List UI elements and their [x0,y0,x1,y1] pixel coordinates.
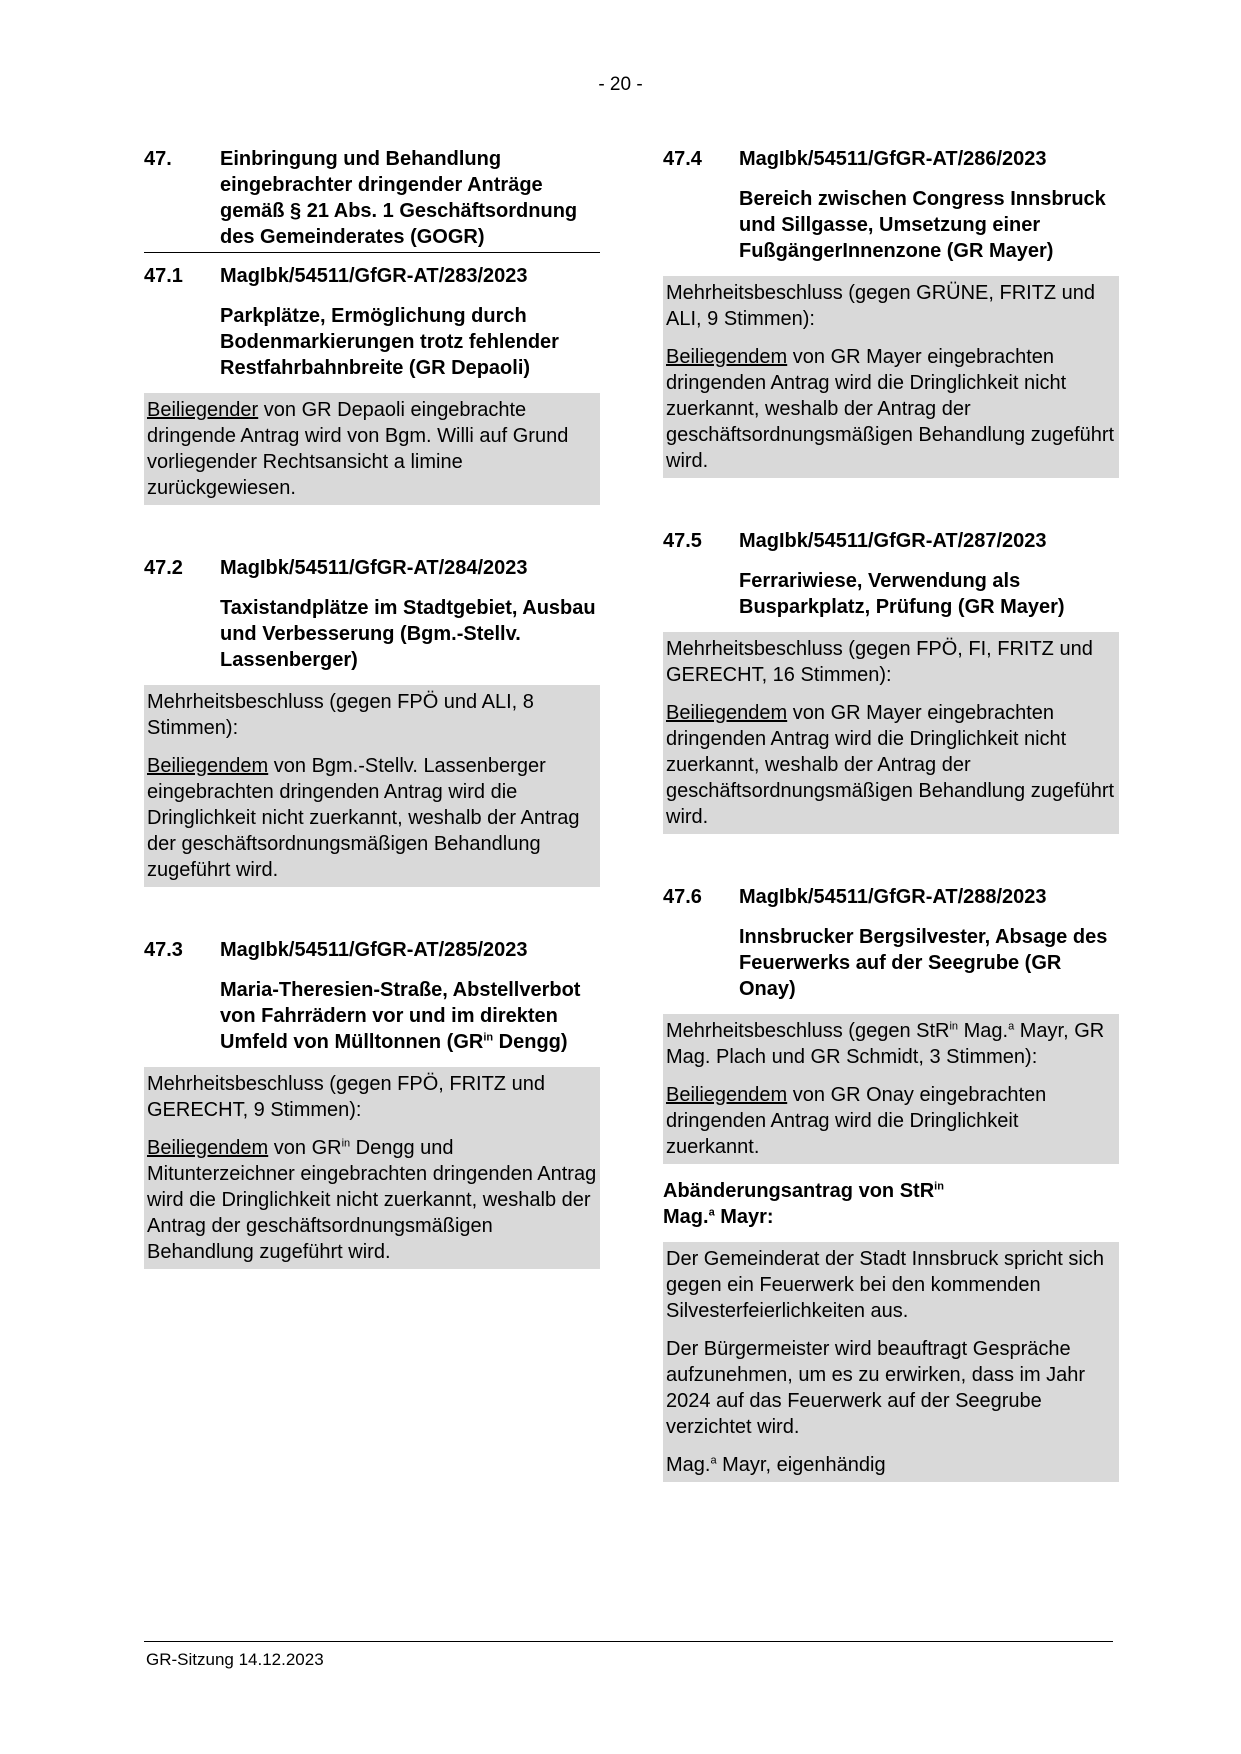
underlined-lead: Beiliegendem [666,1084,788,1106]
decision-box [663,1014,1119,1164]
decision-body: von GR Depaoli eingebrachte dringende Antrag wird von Bgm. Willi auf Grund vorliegender Rechtsansicht a limine zurückgewiesen. [147,399,569,499]
item-47-heading [144,146,600,253]
superscript: a [708,1206,715,1219]
decision-text [147,753,597,883]
decision-body: von GR Onay eingebrachten dringenden Antrag wird die Dringlichkeit zuerkannt. [666,1084,1047,1158]
amendment-paragraph-1: Der Gemeinderat der Stadt Innsbruck spricht sich gegen ein Feuerwerk bei den kommenden Silvesterfeierlichkeiten aus. [666,1248,1104,1322]
sign-b: Mayr, eigenhändig [716,1454,886,1476]
item-number: 47.2 [144,557,183,579]
vote-a: Mehrheitsbeschluss (gegen StR [666,1020,950,1042]
amendment-box [663,1242,1119,1482]
superscript: a [710,1454,717,1467]
vote-result: Mehrheitsbeschluss (gegen FPÖ und ALI, 8 Stimmen): [147,691,534,739]
item-subject: Taxistandplätze im Stadtgebiet, Ausbau und Verbesserung (Bgm.-Stellv. Lassenberger) [220,597,596,671]
vote-result [666,1018,1116,1070]
underlined-lead: Beiliegendem [666,702,788,724]
item-subject: Bereich zwischen Congress Innsbruck und Sillgasse, Umsetzung einer FußgängerInnenzone (GR Mayer) [739,188,1106,262]
underlined-lead: Beiliegendem [666,346,788,368]
item-reference: MagIbk/54511/GfGR-AT/285/2023 [220,939,528,961]
decision-text [147,397,597,501]
decision-text [666,344,1116,474]
amendment-paragraph-2: Der Bürgermeister wird beauftragt Gespräche aufzunehmen, um es zu erwirken, dass im Jahr 2024 auf das Feuerwerk auf der Seegrube verzichtet wird. [666,1338,1086,1438]
footer-divider [144,1641,1113,1642]
item-reference: MagIbk/54511/GfGR-AT/287/2023 [739,530,1047,552]
item-47-3 [144,937,600,1269]
item-reference: MagIbk/54511/GfGR-AT/288/2023 [739,886,1047,908]
decision-body-a: von GR [268,1137,342,1159]
item-subject: Ferrariwiese, Verwendung als Busparkplatz, Prüfung (GR Mayer) [739,570,1065,618]
item-reference: MagIbk/54511/GfGR-AT/286/2023 [739,148,1047,170]
subject-text: Maria-Theresien-Straße, Abstellverbot von Fahrrädern vor und im direkten Umfeld von Mülltonnen [220,979,581,1053]
vote-b: Mag. [958,1020,1009,1042]
amend-a: Abänderungsantrag von StR [663,1180,935,1202]
item-number: 47.5 [663,530,702,552]
decision-body: von Bgm.-Stellv. Lassenberger eingebrachten dringenden Antrag wird die Dringlichkeit nicht zuerkannt, weshalb der Antrag der geschäftsordnungsmäßigen Behandlung zugeführt wird. [147,755,580,881]
underlined-lead: Beiliegendem [147,755,269,777]
decision-box [144,685,600,887]
decision-text [666,1082,1116,1160]
decision-body-b: Dengg und Mitunterzeichner eingebrachten dringenden Antrag wird die Dringlichkeit nicht zuerkannt, weshalb der Antrag der geschäftsordnungsmäßigen Behandlung zugeführt wird. [147,1137,597,1263]
vote-result: Mehrheitsbeschluss (gegen FPÖ, FRITZ und GERECHT, 9 Stimmen): [147,1073,545,1121]
decision-box [663,276,1119,478]
item-number: 47.3 [144,939,183,961]
amendment-signature [666,1452,1116,1478]
item-47-2 [144,555,600,887]
superscript: in [341,1137,351,1150]
decision-body: von GR Mayer eingebrachten dringenden Antrag wird die Dringlichkeit nicht zuerkannt, weshalb der Antrag der geschäftsordnungsmäßigen Behandlung zugeführt wird. [666,346,1115,472]
item-reference: MagIbk/54511/GfGR-AT/284/2023 [220,557,528,579]
underlined-lead: Beiliegendem [147,1137,269,1159]
subject-gr: (GR [446,1031,484,1053]
item-subject: Innsbrucker Bergsilvester, Absage des Feuerwerks auf der Seegrube (GR Onay) [739,926,1108,1000]
item-47-1 [144,263,600,505]
item-number: 47.6 [663,886,702,908]
vote-result: Mehrheitsbeschluss (gegen GRÜNE, FRITZ und ALI, 9 Stimmen): [666,282,1096,330]
vote-c: Mayr, GR Mag. Plach und GR Schmidt, 3 Stimmen): [666,1020,1105,1068]
vote-result: Mehrheitsbeschluss (gegen FPÖ, FI, FRITZ und GERECHT, 16 Stimmen): [666,638,1093,686]
underlined-lead: Beiliegender [147,399,259,421]
amend-b: Mag. [663,1206,709,1228]
item-subject: Parkplätze, Ermöglichung durch Bodenmarkierungen trotz fehlender Restfahrbahnbreite (GR Depaoli) [220,305,559,379]
page-number: - 20 - [598,74,643,95]
item-number: 47.4 [663,148,702,170]
subject-end: Dengg) [493,1031,568,1053]
item-47-5 [663,528,1119,834]
item-subject [220,977,600,1055]
decision-text [147,1135,597,1265]
superscript: in [934,1180,944,1193]
item-title: Einbringung und Behandlung eingebrachter dringender Anträge gemäß § 21 Abs. 1 Geschäftsordnung des Gemeinderates (GOGR) [220,148,578,248]
item-47-6 [663,884,1119,1482]
amendment-heading [663,1178,1119,1230]
superscript: in [949,1020,959,1033]
item-number: 47.1 [144,265,183,287]
superscript: in [483,1031,494,1044]
decision-box [144,393,600,505]
item-47-4 [663,146,1119,478]
decision-box [663,632,1119,834]
superscript: a [1008,1020,1015,1033]
amend-c: Mayr: [714,1206,774,1228]
sign-a: Mag. [666,1454,711,1476]
footer-text: GR-Sitzung 14.12.2023 [146,1650,324,1669]
right-column [663,146,1119,1482]
decision-box [144,1067,600,1269]
left-column [144,146,600,1269]
item-number: 47. [144,148,172,170]
decision-body: von GR Mayer eingebrachten dringenden Antrag wird die Dringlichkeit nicht zuerkannt, weshalb der Antrag der geschäftsordnungsmäßigen Behandlung zugeführt wird. [666,702,1115,828]
decision-text [666,700,1116,830]
item-reference: MagIbk/54511/GfGR-AT/283/2023 [220,265,528,287]
